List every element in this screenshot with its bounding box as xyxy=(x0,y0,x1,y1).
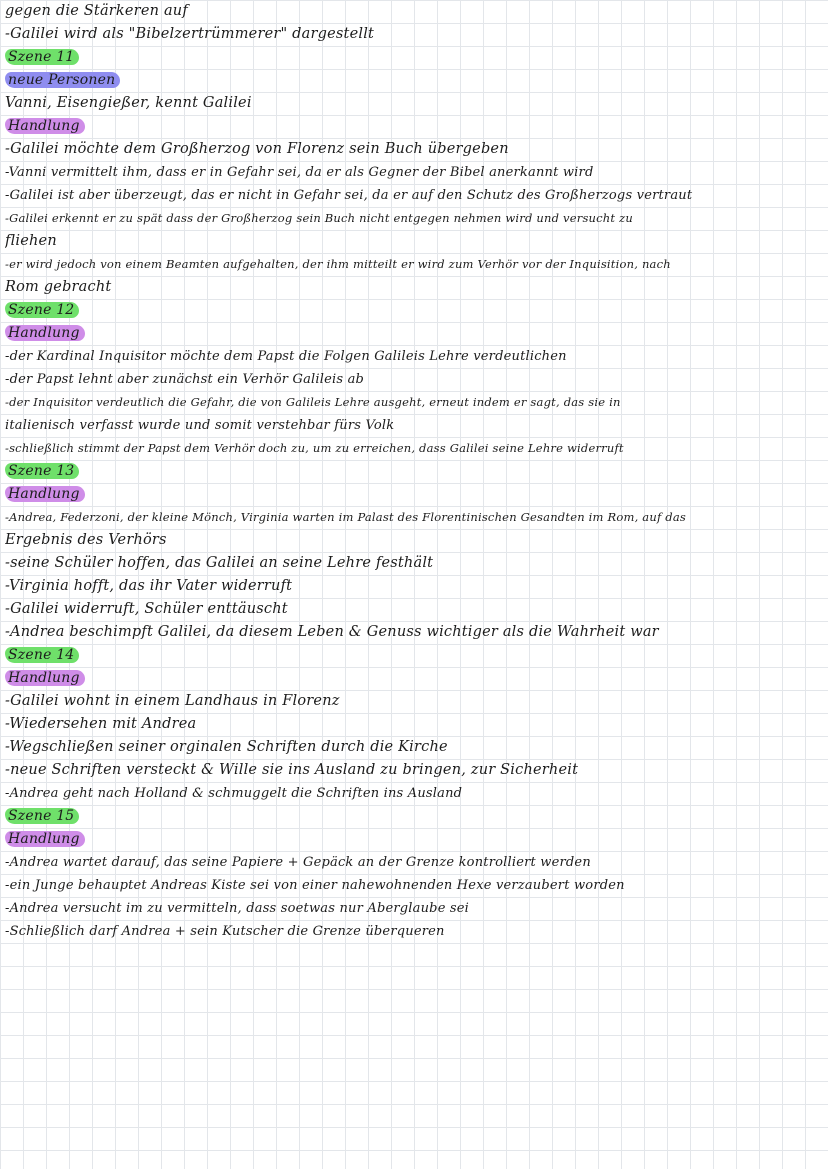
text-line: -Andrea beschimpft Galilei, da diesem Leben & Genuss wichtiger als die Wahrheit war xyxy=(5,624,659,640)
text-line: -er wird jedoch von einem Beamten aufgehalten, der ihm mitteilt er wird zum Verhör vor der Inquisition, nach xyxy=(5,257,671,271)
text-line: Vanni, Eisengießer, kennt Galilei xyxy=(5,95,252,111)
text-line: -Andrea, Federzoni, der kleine Mönch, Virginia warten im Palast des Florentinischen Gesandten im Rom, auf das xyxy=(5,510,686,524)
text-line: -Galilei ist aber überzeugt, das er nicht in Gefahr sei, da er auf den Schutz des Großherzogs vertraut xyxy=(5,188,693,203)
text-line: -Virginia hofft, das ihr Vater widerruft xyxy=(5,578,293,594)
text-line: italienisch verfasst wurde und somit verstehbar fürs Volk xyxy=(5,418,395,433)
scene-heading: Szene 15 xyxy=(5,805,824,828)
scene-heading: Szene 12 xyxy=(5,299,824,322)
text-line: -ein Junge behauptet Andreas Kiste sei von einer nahewohnenden Hexe verzaubert worden xyxy=(5,878,625,893)
text-line: -Wiedersehen mit Andrea xyxy=(5,716,197,732)
text-line: -Galilei möchte dem Großherzog von Florenz sein Buch übergeben xyxy=(5,141,509,157)
action-heading: Handlung xyxy=(5,667,824,690)
text-line: Rom gebracht xyxy=(5,279,112,295)
text-line: -seine Schüler hoffen, das Galilei an seine Lehre festhält xyxy=(5,555,434,571)
scene-heading: Szene 13 xyxy=(5,460,824,483)
action-heading: Handlung xyxy=(5,828,824,851)
text-line: -der Papst lehnt aber zunächst ein Verhör Galileis ab xyxy=(5,372,365,387)
scene-heading: Szene 14 xyxy=(5,644,824,667)
text-line: -neue Schriften versteckt & Wille sie ins Ausland zu bringen, zur Sicherheit xyxy=(5,762,579,778)
text-line: -Galilei widerruft, Schüler enttäuscht xyxy=(5,601,288,617)
text-line: -Galilei wird als "Bibelzertrümmerer" dargestellt xyxy=(5,26,375,42)
persons-heading: neue Personen xyxy=(5,69,824,92)
text-line: -Galilei erkennt er zu spät dass der Großherzog sein Buch nicht entgegen nehmen wird und versucht zu xyxy=(5,211,633,225)
text-line: -der Inquisitor verdeutlich die Gefahr, die von Galileis Lehre ausgeht, erneut indem er sagt, das sie in xyxy=(5,395,621,409)
action-heading: Handlung xyxy=(5,115,824,138)
text-line: -der Kardinal Inquisitor möchte dem Papst die Folgen Galileis Lehre verdeutlichen xyxy=(5,349,567,364)
text-line: -Schließlich darf Andrea + sein Kutscher die Grenze überqueren xyxy=(5,924,445,939)
text-line: -Vanni vermittelt ihm, dass er in Gefahr sei, da er als Gegner der Bibel anerkannt wird xyxy=(5,165,594,180)
scene-heading: Szene 11 xyxy=(5,46,824,69)
action-heading: Handlung xyxy=(5,322,824,345)
text-line: gegen die Stärkeren auf xyxy=(5,3,188,19)
text-line: -schließlich stimmt der Papst dem Verhör doch zu, um zu erreichen, dass Galilei seine Lehre widerruft xyxy=(5,441,624,455)
text-line: fliehen xyxy=(5,233,57,249)
text-line: -Wegschließen seiner orginalen Schriften durch die Kirche xyxy=(5,739,448,755)
text-line: -Andrea geht nach Holland & schmuggelt die Schriften ins Ausland xyxy=(5,786,463,801)
action-heading: Handlung xyxy=(5,483,824,506)
text-line: -Andrea wartet darauf, das seine Papiere + Gepäck an der Grenze kontrolliert werden xyxy=(5,855,591,870)
text-line: -Galilei wohnt in einem Landhaus in Florenz xyxy=(5,693,340,709)
text-line: -Andrea versucht im zu vermitteln, dass soetwas nur Aberglaube sei xyxy=(5,901,470,916)
text-line: Ergebnis des Verhörs xyxy=(5,532,167,548)
